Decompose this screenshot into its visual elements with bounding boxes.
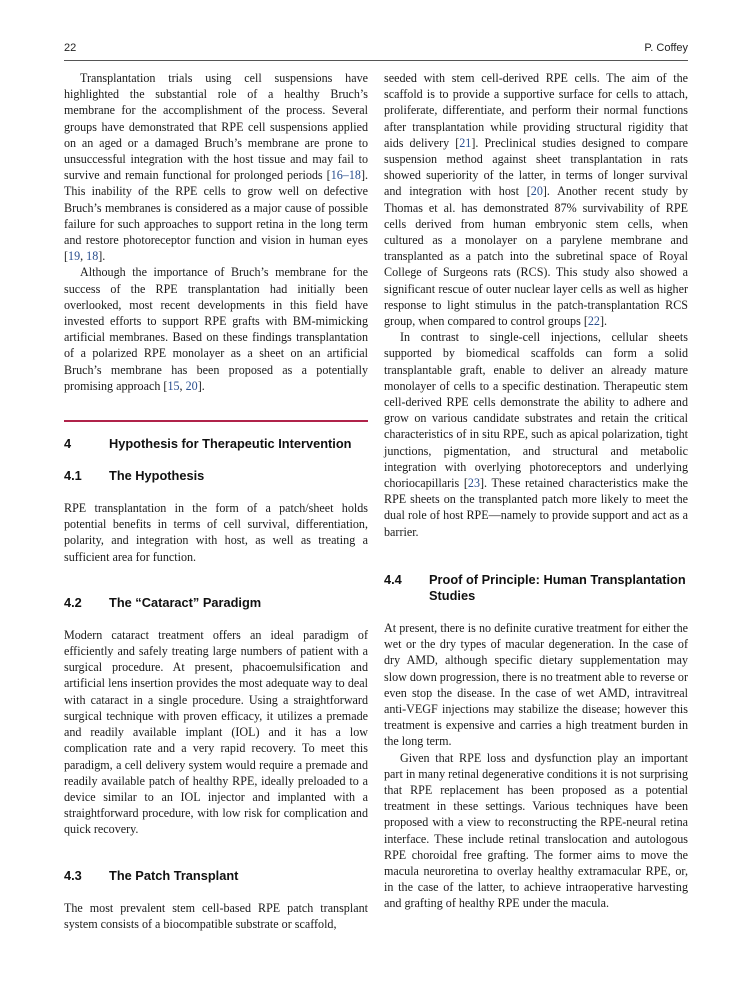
section-title: Hypothesis for Therapeutic Intervention [109, 436, 352, 452]
paragraph [64, 627, 368, 838]
section-number: 4.4 [384, 571, 402, 587]
text-run: ]. These retained characteristics make the RPE sheets on the transplanted patch more likely to meet the dual role of host RPE—namely to provide support and act as a barrier. [384, 476, 688, 539]
text-run: Given that RPE loss and dysfunction play an important part in many retinal degenerative conditions it is not surprising that RPE replacement has been proposed as a potential treatment in these settings. Various techniques have been proposed with a view to reconstructing the RPE-neural retina interface. These include retinal translocation and autologous RPE choroidal free grafting. The former aims to move the macula neuroretina to overlay healthy extramacular RPE, or, in the case of the latter, to achieve intraoperative harvesting and grafting of healthy RPE under the macula. [384, 750, 688, 911]
section-title: The Patch Transplant [109, 867, 239, 883]
text-run: Modern cataract treatment offers an ideal paradigm of efficiently and safely treating large numbers of patient with a surgical procedure. At present, phacoemulsification and artificial lens insertion provides the most adequate way to deal with cataract in a single procedure. Using a straightforward surgical technique with proven efficacy, it utilizes a premade and readily available implant (IOL) and it has a low complication rate and a very rapid recovery. To meet this paradigm, a cell delivery system would require a premade and readily available patch of healthy RPE, ideally preloaded to a device similar to an IOL injector and implanted with a straightforward procedure, with low risk for complication and quick recovery. [64, 627, 368, 837]
section-number: 4.1 [64, 468, 82, 484]
section-heading-4-2 [64, 595, 368, 611]
text-run: RPE transplantation in the form of a patch/sheet holds potential benefits in terms of cell survival, differentiation, polarity, and integration with host, as well as treating a sufficient area for function. [64, 501, 368, 564]
section-title: The “Cataract” Paradigm [109, 594, 262, 610]
running-author: P. Coffey [644, 42, 688, 54]
text-run: ]. Preclinical studies designed to compare suspension method against sheet transplantation in rats showed superiority of the latter, in terms of longer survival and integration with host [ [384, 135, 688, 199]
paragraph [384, 620, 688, 750]
text-run: The most prevalent stem cell-based RPE patch transplant system consists of a biocompatible substrate or scaffold, [64, 900, 368, 931]
citation-link[interactable]: 16–18 [330, 168, 361, 183]
page-number: 22 [64, 42, 77, 54]
paragraph [384, 329, 688, 540]
citation-link[interactable]: 20 [185, 378, 198, 393]
section-heading-4 [64, 436, 368, 452]
citation-link[interactable]: 20 [530, 184, 543, 199]
section-heading-4-4 [384, 572, 688, 604]
section-rule [64, 420, 368, 422]
paragraph [64, 900, 368, 932]
text-run: In contrast to single-cell injections, cellular sheets supported by biomedical scaffolds can form a solid transplantable graft, enable to deliver an already mature monolayer of cells to a specific destination. Therapeutic stem cell-derived RPE cells demonstrate the ability to adhere and grow on various candidate substrates and retain the critical characteristics of in situ RPE, such as apical polarization, tight junctions, pigmentation, and structural and metabolic integration with overlying photoreceptors and underlying choriocapillaris [ [384, 330, 688, 491]
citation-link[interactable]: 15 [167, 378, 180, 393]
section-heading-4-3 [64, 868, 368, 884]
text-run: ]. [197, 378, 205, 393]
paragraph [64, 500, 368, 565]
text-run: Although the importance of Bruch’s membrane for the success of the RPE transplantation had initially been overlooked, most recent developments in this field have invested efforts to support RPE grafts with BM-mimicking artificial membranes. Based on these findings transplantation of a polarized RPE monolayer as a sheet on an artificial Bruch’s membrane has been proposed as a potentially promising approach [ [64, 265, 368, 393]
citation-link[interactable]: 18 [86, 249, 99, 264]
text-run: ]. This inability of the RPE cells to grow well on defective Bruch’s membranes is considered as a major cause of possible failure for such approaches to support retina in the long term and restore photoreceptor function and vision in human eyes [ [64, 168, 368, 264]
paragraph [384, 70, 688, 329]
section-title: Proof of Principle: Human Transplantation Studies [429, 571, 686, 603]
text-run: Transplantation trials using cell suspensions have highlighted the substantial role of a healthy Bruch’s membrane for the accomplishment of the process. Several groups have demonstrated that RPE cell suspensions applied on an aged or a damaged Bruch’s membrane are prone to unsuccessful integration with the host tissue and may fail to survive and remain functional for prolonged periods [ [64, 71, 368, 183]
text-run: seeded with stem cell-derived RPE cells. The aim of the scaffold is to provide a supportive surface for cells to attach, proliferate, differentiate, and perform their normal functions after transplantation while providing structural rigidity that aids delivery [ [384, 71, 688, 150]
citation-link[interactable]: 22 [587, 314, 600, 329]
section-number: 4.3 [64, 867, 82, 883]
text-run: ]. [98, 249, 106, 264]
citation-link[interactable]: 21 [459, 135, 472, 150]
section-title: The Hypothesis [109, 468, 205, 484]
section-heading-4-1 [64, 468, 368, 484]
text-run: , [80, 249, 87, 264]
text-run: , [179, 378, 186, 393]
section-number: 4 [64, 436, 72, 452]
header-rule [64, 60, 688, 61]
section-number: 4.2 [64, 594, 82, 610]
running-header [64, 42, 688, 62]
text-run: At present, there is no definite curative treatment for either the wet or the dry types of macular degeneration. In the case of dry AMD, although specific dietary supplementation may slow down progression, there is no treatment able to reverse or even stop the disease. In the case of wet AMD, intravitreal anti-VEGF injections may stabilize the disease; however this treatment is expensive and carries a high treatment burden in the long term. [384, 620, 688, 749]
text-run: ]. [599, 314, 608, 329]
text-run: ]. Another recent study by Thomas et al. has demonstrated 87% survivability of RPE cells derived from human embryonic stem cells, when cultured as a monolayer on a parylene membrane and transplanted as a patch into the subretinal space of Royal College of Surgeons rats (RCS). This study also showed a significant rescue of outer nuclear layer cells as well as higher response to light stimulus in the patch-transplantation RCS group, when compared to control groups [ [384, 184, 688, 329]
citation-link[interactable]: 19 [68, 249, 81, 264]
left-column [64, 70, 368, 932]
paragraph [64, 264, 368, 394]
paragraph [64, 70, 368, 264]
paragraph [384, 750, 688, 912]
right-column [384, 70, 688, 912]
citation-link[interactable]: 23 [467, 476, 480, 491]
